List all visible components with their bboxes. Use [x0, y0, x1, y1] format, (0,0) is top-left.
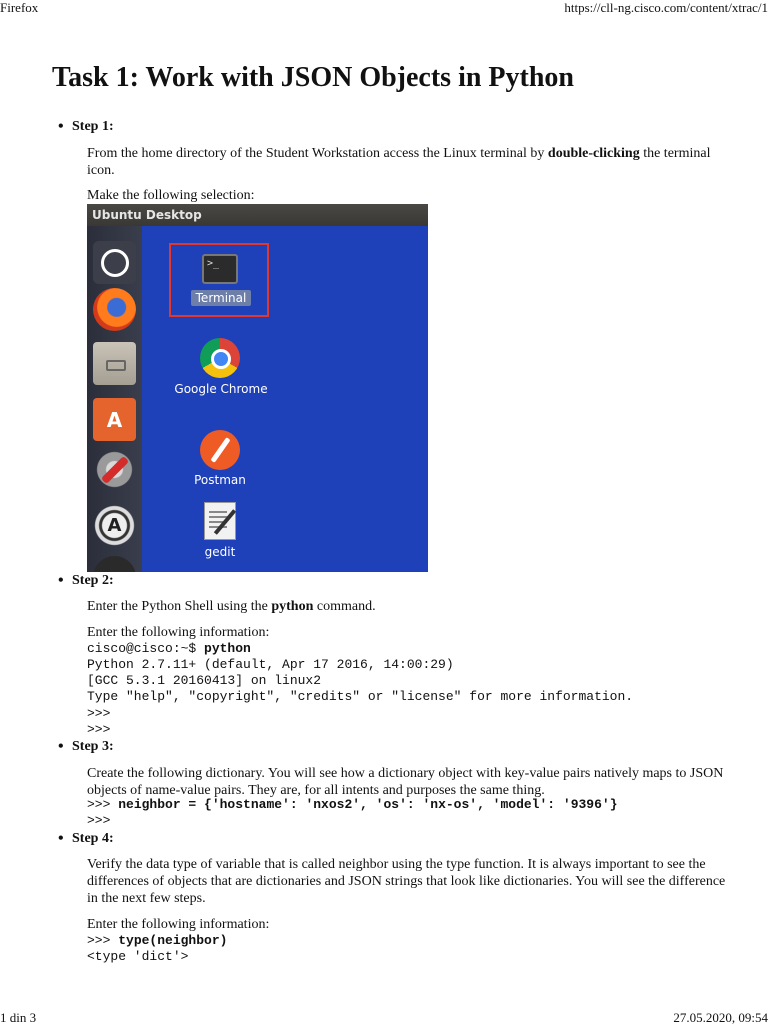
step-1-selection: Make the following selection: — [87, 188, 255, 203]
shell-prompt: cisco@cisco:~$ — [87, 641, 205, 656]
update-icon[interactable]: A — [93, 504, 136, 547]
python-prompt: >>> — [87, 797, 119, 812]
step-2-label: • Step 2: — [72, 573, 114, 589]
firefox-icon[interactable] — [93, 288, 136, 331]
step-1-text-end: the terminal icon. — [87, 146, 711, 178]
step-1-label: • Step 1: — [72, 119, 114, 135]
python-prompt: >>> — [87, 933, 119, 948]
code-output: >>> — [87, 722, 111, 737]
chrome-label[interactable]: Google Chrome — [174, 382, 268, 396]
step-4-label: • Step 4: — [72, 831, 114, 847]
chrome-icon[interactable] — [200, 338, 240, 378]
gedit-label[interactable]: gedit — [204, 545, 236, 559]
gedit-icon[interactable] — [204, 502, 236, 540]
page-url: https://cll-ng.cisco.com/content/xtrac/1 — [564, 0, 768, 15]
code-line — [87, 641, 251, 657]
step-3-text: Create the following dictionary. You will see how a dictionary object with key-value pairs natively maps to JSON objects of name-value pairs. They are, for all intents and purposes the same thing. — [87, 766, 724, 798]
code-output: [GCC 5.3.1 20160413] on linux2 — [87, 673, 322, 688]
postman-icon[interactable] — [200, 430, 240, 470]
postman-label[interactable]: Postman — [194, 473, 246, 487]
step-2-instruction — [87, 598, 727, 615]
code-output: >>> — [87, 706, 111, 721]
step-2-bold: python — [271, 599, 314, 614]
step-2-text: Enter the Python Shell using the — [87, 599, 272, 614]
terminal-label[interactable]: Terminal — [191, 290, 251, 306]
step-1-bold: double-clicking — [547, 146, 640, 161]
python-command: type(neighbor) — [118, 933, 228, 948]
browser-name: Firefox — [0, 0, 39, 15]
python-command: neighbor = {'hostname': 'nxos2', 'os': 'nx-os', 'model': '9396'} — [118, 797, 618, 812]
code-line — [87, 797, 618, 813]
step-2-text-end: command. — [313, 599, 376, 614]
step-3-label: • Step 3: — [72, 739, 114, 755]
code-output: >>> — [87, 813, 111, 828]
page-number: 1 din 3 — [0, 1010, 37, 1025]
ubuntu-desktop-screenshot — [87, 204, 428, 572]
page-title: Task 1: Work with JSON Objects in Python — [52, 62, 574, 93]
terminal-icon[interactable]: >_ — [202, 254, 238, 284]
ubuntu-icon[interactable] — [93, 241, 136, 284]
step-1-instruction — [87, 145, 727, 179]
code-line — [87, 933, 227, 949]
code-output: <type 'dict'> — [87, 949, 189, 964]
desktop-title: Ubuntu Desktop — [87, 204, 428, 226]
step-4-text: Verify the data type of variable that is called neighbor using the type function. It is always important to see the differences of objects that are dictionaries and JSON strings that look like dictionaries. You will see the difference in the next few steps. — [87, 857, 726, 906]
dock-item-icon[interactable] — [93, 556, 136, 572]
step-2-info: Enter the following information: — [87, 625, 270, 640]
step-1-text: From the home directory of the Student Workstation access the Linux terminal by — [87, 146, 548, 161]
files-icon[interactable] — [93, 342, 136, 385]
step-4-info: Enter the following information: — [87, 917, 270, 932]
code-output: Type "help", "copyright", "credits" or "license" for more information. — [87, 689, 634, 704]
software-center-icon[interactable]: A — [93, 398, 136, 441]
code-output: Python 2.7.11+ (default, Apr 17 2016, 14:00:29) — [87, 657, 454, 672]
launcher-dock — [87, 226, 142, 572]
settings-icon[interactable] — [93, 448, 136, 491]
shell-command: python — [204, 641, 251, 656]
print-datetime: 27.05.2020, 09:54 — [673, 1010, 768, 1025]
